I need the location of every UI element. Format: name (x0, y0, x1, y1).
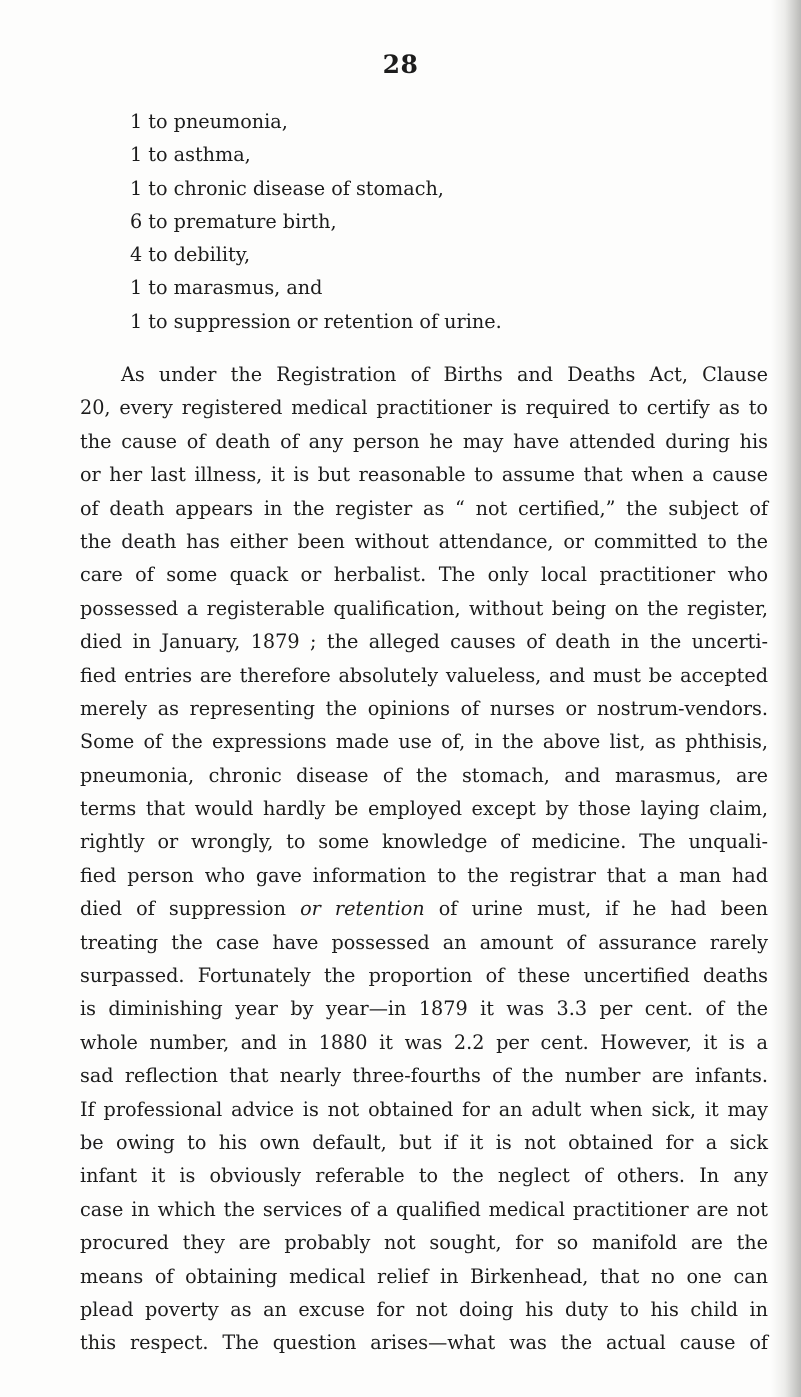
paragraph-line: Some of the expressions made use of, in the above list, as phthisis, (80, 730, 768, 754)
italic-phrase: or retention (300, 897, 425, 921)
paragraph-line: care of some quack or herbalist. The only local practitioner who (80, 563, 768, 587)
paragraph-line: plead poverty as an excuse for not doing his duty to his child in (80, 1297, 768, 1321)
line-segment: of urine must, if he had been (438, 897, 768, 921)
paragraph-line: fied person who gave information to the registrar that a man had (80, 863, 768, 887)
paragraph-line: If professional advice is not obtained for an adult when sick, it may (80, 1097, 768, 1121)
paragraph-line: fied entries are therefore absolutely valueless, and must be accepted (80, 663, 768, 687)
paragraph-line: 20, every registered medical practitioner is required to certify as to (80, 396, 768, 420)
list-item: 1 to chronic disease of stomach, (130, 176, 444, 200)
causes-of-death-list (130, 105, 502, 338)
paragraph-line: sad reflection that nearly three-fourths of the number are infants. (80, 1064, 768, 1088)
paragraph-line: terms that would hardly be employed except by those laying claim, (80, 797, 768, 821)
paragraph-line: pneumonia, chronic disease of the stomach, and marasmus, are (80, 763, 768, 787)
list-item: 1 to suppression or retention of urine. (130, 309, 502, 333)
paragraph-line: be owing to his own default, but if it is not obtained for a sick (80, 1130, 768, 1154)
page-edge-shadow (771, 0, 801, 1397)
paragraph-line: means of obtaining medical relief in Birkenhead, that no one can (80, 1264, 768, 1288)
list-item: 6 to premature birth, (130, 209, 337, 233)
paragraph-line: died in January, 1879 ; the alleged causes of death in the uncerti- (80, 630, 768, 654)
page-number: 28 (382, 50, 419, 79)
list-item: 1 to pneumonia, (130, 110, 288, 133)
paragraph-line: As under the Registration of Births and Deaths Act, Clause (121, 363, 768, 386)
list-item: 1 to marasmus, and (130, 276, 323, 300)
paragraph-line: treating the case have possessed an amount of assurance rarely (80, 930, 768, 954)
paragraph-line: case in which the services of a qualified medical practitioner are not (80, 1197, 768, 1221)
paragraph-line: rightly or wrongly, to some knowledge of medicine. The unquali- (80, 830, 768, 854)
paragraph-line: or her last illness, it is but reasonable to assume that when a cause (80, 463, 768, 487)
paragraph-line: procured they are probably not sought, for so manifold are the (80, 1231, 768, 1255)
paragraph-line: is diminishing year by year—in 1879 it was 3.3 per cent. of the (80, 997, 768, 1021)
paragraph-line: of death appears in the register as “ not certified,” the subject of (80, 496, 768, 520)
list-item: 4 to debility, (130, 243, 251, 267)
body-paragraph (80, 358, 768, 1360)
paragraph-line: this respect. The question arises—what was the actual cause of (80, 1331, 768, 1355)
line-segment: died of suppression (80, 897, 286, 921)
paragraph-line: whole number, and in 1880 it was 2.2 per cent. However, it is a (80, 1030, 768, 1054)
paragraph-line: possessed a registerable qualification, without being on the register, (80, 596, 768, 620)
list-item: 1 to asthma, (130, 143, 251, 167)
paragraph-line: the cause of death of any person he may have attended during his (80, 429, 768, 453)
paragraph-line-mixed (80, 892, 768, 925)
paragraph-line: infant it is obviously referable to the neglect of others. In any (80, 1164, 768, 1188)
paragraph-line: the death has either been without attendance, or committed to the (80, 529, 768, 553)
paragraph-line: merely as representing the opinions of nurses or nostrum-vendors. (80, 696, 768, 720)
paragraph-line: surpassed. Fortunately the proportion of these uncertified deaths (80, 964, 768, 988)
